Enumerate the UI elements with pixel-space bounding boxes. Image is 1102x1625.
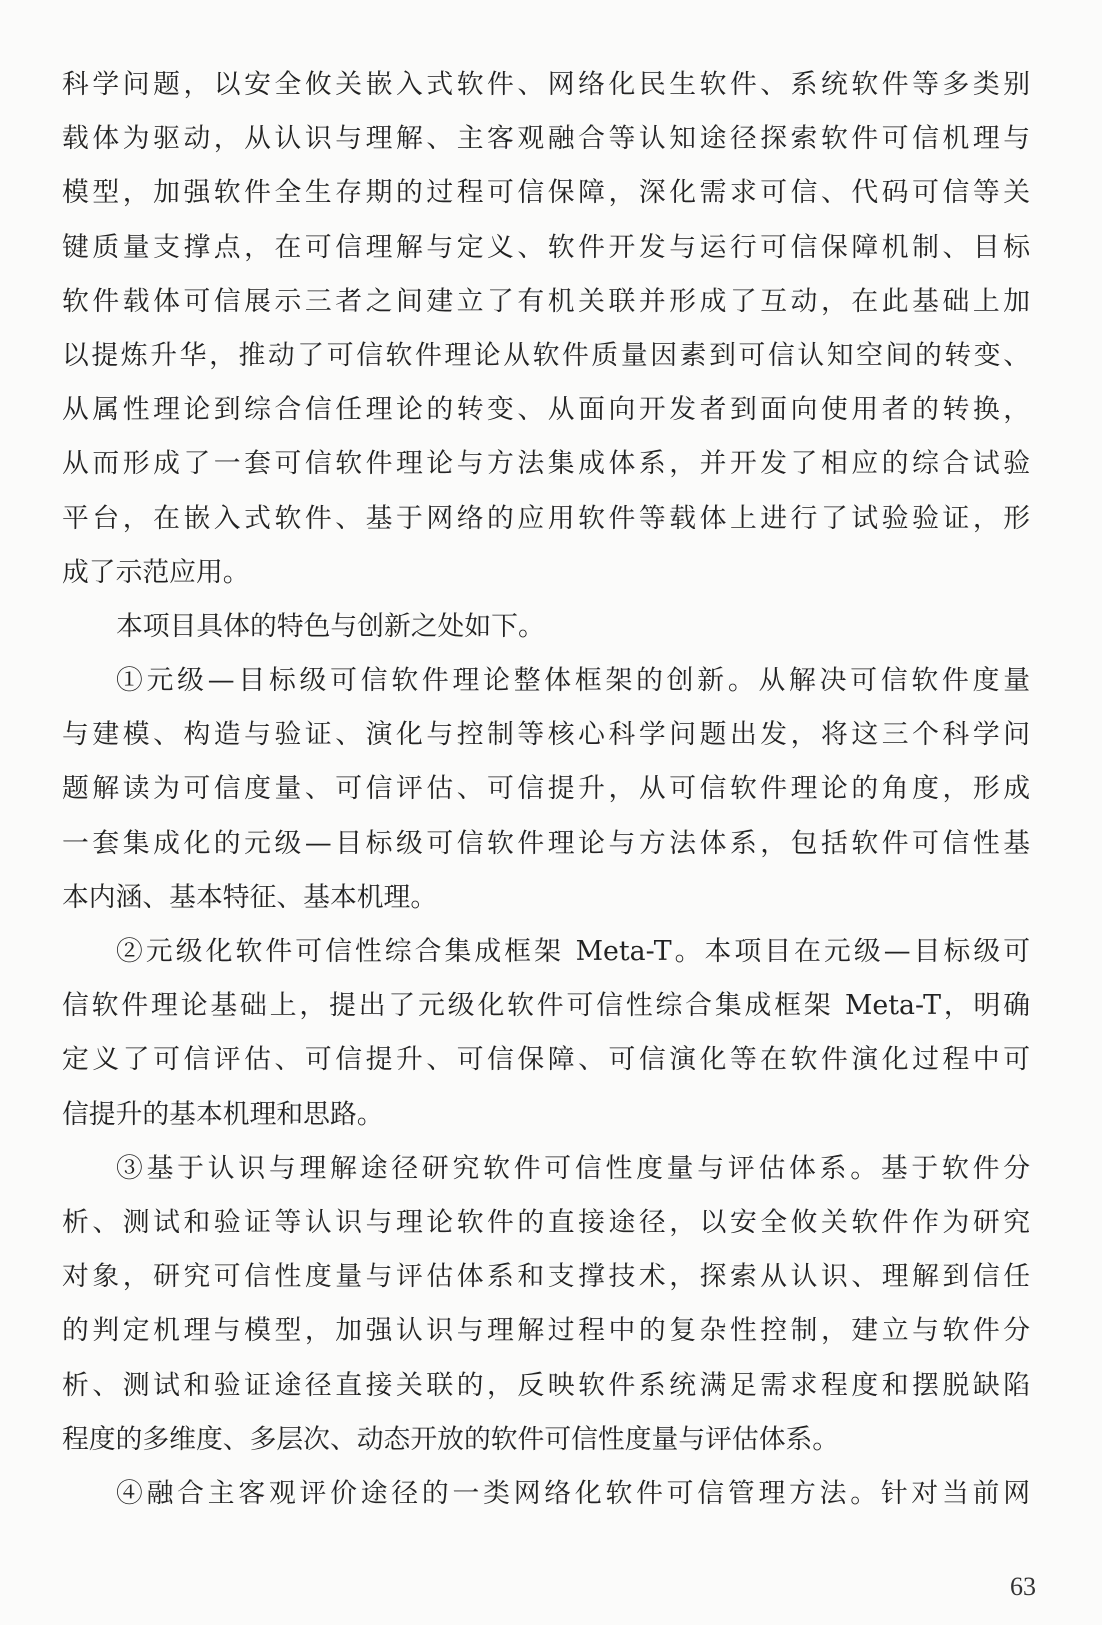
text-line: 析、测试和验证途径直接关联的，反映软件系统满足需求程度和摆脱缺陷: [62, 1369, 1030, 1401]
text-line: 软件载体可信展示三者之间建立了有机关联并形成了互动，在此基础上加: [62, 285, 1030, 317]
text-line: 信软件理论基础上，提出了元级化软件可信性综合集成框架 Meta-T，明确: [62, 990, 1030, 1022]
text-line: 键质量支撑点，在可信理解与定义、软件开发与运行可信保障机制、目标: [62, 231, 1030, 263]
paragraph: [62, 654, 1030, 925]
text-line: 本内涵、基本特征、基本机理。: [62, 881, 438, 913]
text-line: 成了示范应用。: [62, 556, 250, 588]
paragraph: [62, 1467, 1030, 1521]
text-line: 从属性理论到综合信任理论的转变、从面向开发者到面向使用者的转换，: [62, 394, 1030, 426]
text-line: 平台，在嵌入式软件、基于网络的应用软件等载体上进行了试验验证，形: [62, 502, 1030, 534]
text-line: 程度的多维度、多层次、动态开放的软件可信性度量与评估体系。: [62, 1423, 840, 1455]
text-line: 以提炼升华，推动了可信软件理论从软件质量因素到可信认知空间的转变、: [62, 339, 1030, 371]
text-line: 本项目具体的特色与创新之处如下。: [116, 610, 545, 642]
text-line: 信提升的基本机理和思路。: [62, 1098, 384, 1130]
text-line: 与建模、构造与验证、演化与控制等核心科学问题出发，将这三个科学问: [62, 719, 1030, 751]
text-line: 载体为驱动，从认识与理解、主客观融合等认知途径探索软件可信机理与: [62, 123, 1030, 155]
text-line: ④融合主客观评价途径的一类网络化软件可信管理方法。针对当前网: [116, 1477, 1030, 1509]
text-line: 定义了可信评估、可信提升、可信保障、可信演化等在软件演化过程中可: [62, 1044, 1030, 1076]
text-line: ①元级—目标级可信软件理论整体框架的创新。从解决可信软件度量: [116, 665, 1030, 697]
paragraph: [62, 58, 1030, 600]
text-line: 科学问题，以安全攸关嵌入式软件、网络化民生软件、系统软件等多类别: [62, 69, 1030, 100]
paragraph: [62, 925, 1030, 1142]
text-line: 题解读为可信度量、可信评估、可信提升，从可信软件理论的角度，形成: [62, 773, 1030, 805]
text-line: 一套集成化的元级—目标级可信软件理论与方法体系，包括软件可信性基: [62, 827, 1030, 859]
text-line: ③基于认识与理解途径研究软件可信性度量与评估体系。基于软件分: [116, 1152, 1030, 1184]
page-number: 63: [1010, 1572, 1036, 1601]
text-line: 模型，加强软件全生存期的过程可信保障，深化需求可信、代码可信等关: [62, 177, 1030, 209]
paragraph: [62, 600, 1030, 654]
paragraph: [62, 1142, 1030, 1467]
text-line: 对象，研究可信性度量与评估体系和支撑技术，探索从认识、理解到信任: [62, 1261, 1030, 1293]
text-line: 从而形成了一套可信软件理论与方法集成体系，并开发了相应的综合试验: [62, 448, 1030, 480]
text-line: ②元级化软件可信性综合集成框架 Meta-T。本项目在元级—目标级可: [116, 936, 1030, 967]
text-line: 的判定机理与模型，加强认识与理解过程中的复杂性控制，建立与软件分: [62, 1315, 1030, 1347]
text-line: 析、测试和验证等认识与理论软件的直接途径，以安全攸关软件作为研究: [62, 1206, 1030, 1238]
body-text: [62, 58, 1030, 1521]
